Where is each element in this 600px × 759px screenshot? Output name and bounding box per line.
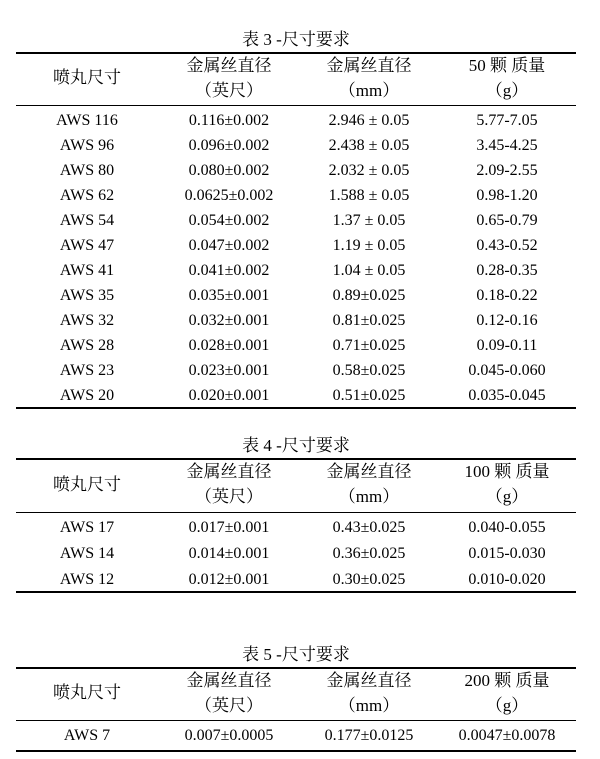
- cell-mass: 0.010-0.020: [468, 571, 546, 588]
- cell-size: AWS 62: [59, 187, 115, 204]
- cell-mass: 3.45-4.25: [476, 137, 538, 154]
- table-row: [16, 723, 576, 748]
- cell-wire-mm: 0.51±0.025: [332, 387, 406, 404]
- cell-wire-in: 0.020±0.001: [188, 387, 270, 404]
- table-row: [16, 133, 576, 158]
- cell-wire-in: 0.012±0.001: [188, 571, 270, 588]
- cell-size: AWS 17: [59, 519, 115, 536]
- cell-mass: 0.12-0.16: [476, 312, 538, 329]
- cell-size: AWS 32: [59, 312, 115, 329]
- cell-wire-in: 0.023±0.001: [188, 362, 270, 379]
- cell-wire-in: 0.028±0.001: [188, 337, 270, 354]
- cell-size: AWS 20: [59, 387, 115, 404]
- cell-wire-in: 0.017±0.001: [188, 519, 270, 536]
- header-mass-line1: 100 颗 质量: [464, 462, 550, 481]
- cell-size: AWS 80: [59, 162, 115, 179]
- cell-size: AWS 7: [63, 727, 111, 744]
- cell-mass: 0.040-0.055: [468, 519, 546, 536]
- table-row: [16, 158, 576, 183]
- cell-wire-mm: 0.43±0.025: [332, 519, 406, 536]
- header-wire-mm-line1: 金属丝直径: [326, 462, 412, 481]
- cell-size: AWS 96: [59, 137, 115, 154]
- cell-wire-in: 0.047±0.002: [188, 237, 270, 254]
- cell-wire-in: 0.014±0.001: [188, 545, 270, 562]
- cell-wire-in: 0.041±0.002: [188, 262, 270, 279]
- cell-mass: 2.09-2.55: [476, 162, 538, 179]
- cell-size: AWS 12: [59, 571, 115, 588]
- cell-size: AWS 47: [59, 237, 115, 254]
- cell-mass: 0.98-1.20: [476, 187, 538, 204]
- cell-size: AWS 54: [59, 212, 115, 229]
- header-rule: [16, 105, 576, 106]
- bottom-rule: [16, 591, 576, 593]
- header-mass-line2: （g）: [485, 487, 529, 506]
- cell-mass: 5.77-7.05: [476, 112, 538, 129]
- header-size: 喷丸尺寸: [53, 683, 121, 702]
- table-title: 表 3 -尺寸要求: [242, 30, 350, 49]
- cell-wire-mm: 0.81±0.025: [332, 312, 406, 329]
- cell-mass: 0.045-0.060: [468, 362, 546, 379]
- header-rule: [16, 512, 576, 513]
- header-wire-in-line2: （英尺）: [195, 696, 263, 715]
- cell-wire-mm: 0.58±0.025: [332, 362, 406, 379]
- cell-wire-mm: 0.30±0.025: [332, 571, 406, 588]
- header-wire-in-line1: 金属丝直径: [186, 462, 272, 481]
- table-4: [16, 436, 576, 596]
- table-title: 表 5 -尺寸要求: [242, 645, 350, 664]
- table-5: [16, 645, 576, 757]
- header-wire-in-line2: （英尺）: [195, 487, 263, 506]
- cell-size: AWS 28: [59, 337, 115, 354]
- cell-wire-mm: 2.946 ± 0.05: [328, 112, 410, 129]
- cell-mass: 0.43-0.52: [476, 237, 538, 254]
- table-row: [16, 308, 576, 333]
- table-3: [16, 30, 576, 410]
- cell-size: AWS 23: [59, 362, 115, 379]
- cell-wire-mm: 1.588 ± 0.05: [328, 187, 410, 204]
- table-row: [16, 515, 576, 540]
- cell-wire-in: 0.096±0.002: [188, 137, 270, 154]
- header-mass-line1: 50 颗 质量: [468, 56, 546, 75]
- cell-mass: 0.65-0.79: [476, 212, 538, 229]
- cell-size: AWS 14: [59, 545, 115, 562]
- cell-wire-mm: 1.04 ± 0.05: [332, 262, 406, 279]
- cell-mass: 0.09-0.11: [476, 337, 538, 354]
- table-row: [16, 383, 576, 408]
- cell-wire-mm: 2.438 ± 0.05: [328, 137, 410, 154]
- header-mass-line2: （g）: [485, 81, 529, 100]
- cell-wire-mm: 0.71±0.025: [332, 337, 406, 354]
- cell-wire-mm: 0.177±0.0125: [324, 727, 414, 744]
- bottom-rule: [16, 750, 576, 752]
- table-row: [16, 283, 576, 308]
- header-rule: [16, 720, 576, 721]
- cell-wire-mm: 0.89±0.025: [332, 287, 406, 304]
- cell-wire-mm: 1.19 ± 0.05: [332, 237, 406, 254]
- cell-mass: 0.0047±0.0078: [458, 727, 556, 744]
- cell-wire-in: 0.054±0.002: [188, 212, 270, 229]
- cell-wire-in: 0.035±0.001: [188, 287, 270, 304]
- table-row: [16, 567, 576, 592]
- cell-wire-in: 0.007±0.0005: [184, 727, 274, 744]
- cell-wire-in: 0.116±0.002: [188, 112, 270, 129]
- cell-mass: 0.28-0.35: [476, 262, 538, 279]
- table-row: [16, 541, 576, 566]
- table-row: [16, 208, 576, 233]
- table-row: [16, 183, 576, 208]
- cell-size: AWS 116: [56, 112, 118, 129]
- header-wire-in-line1: 金属丝直径: [186, 671, 272, 690]
- cell-wire-mm: 1.37 ± 0.05: [332, 212, 406, 229]
- bottom-rule: [16, 407, 576, 409]
- header-mass-line1: 200 颗 质量: [464, 671, 550, 690]
- header-wire-mm-line1: 金属丝直径: [326, 56, 412, 75]
- cell-wire-in: 0.032±0.001: [188, 312, 270, 329]
- cell-wire-in: 0.0625±0.002: [184, 187, 274, 204]
- table-row: [16, 233, 576, 258]
- header-wire-in-line1: 金属丝直径: [186, 56, 272, 75]
- header-wire-in-line2: （英尺）: [195, 81, 263, 100]
- cell-wire-in: 0.080±0.002: [188, 162, 270, 179]
- table-row: [16, 333, 576, 358]
- cell-wire-mm: 2.032 ± 0.05: [328, 162, 410, 179]
- cell-mass: 0.18-0.22: [476, 287, 538, 304]
- cell-wire-mm: 0.36±0.025: [332, 545, 406, 562]
- cell-mass: 0.035-0.045: [468, 387, 546, 404]
- header-wire-mm-line2: （mm）: [338, 487, 400, 506]
- table-row: [16, 258, 576, 283]
- cell-size: AWS 35: [59, 287, 115, 304]
- cell-size: AWS 41: [59, 262, 115, 279]
- header-mass-line2: （g）: [485, 696, 529, 715]
- header-wire-mm-line2: （mm）: [338, 81, 400, 100]
- header-size: 喷丸尺寸: [53, 68, 121, 87]
- header-size: 喷丸尺寸: [53, 475, 121, 494]
- cell-mass: 0.015-0.030: [468, 545, 546, 562]
- table-row: [16, 358, 576, 383]
- header-wire-mm-line1: 金属丝直径: [326, 671, 412, 690]
- header-wire-mm-line2: （mm）: [338, 696, 400, 715]
- table-title: 表 4 -尺寸要求: [242, 436, 350, 455]
- table-row: [16, 108, 576, 133]
